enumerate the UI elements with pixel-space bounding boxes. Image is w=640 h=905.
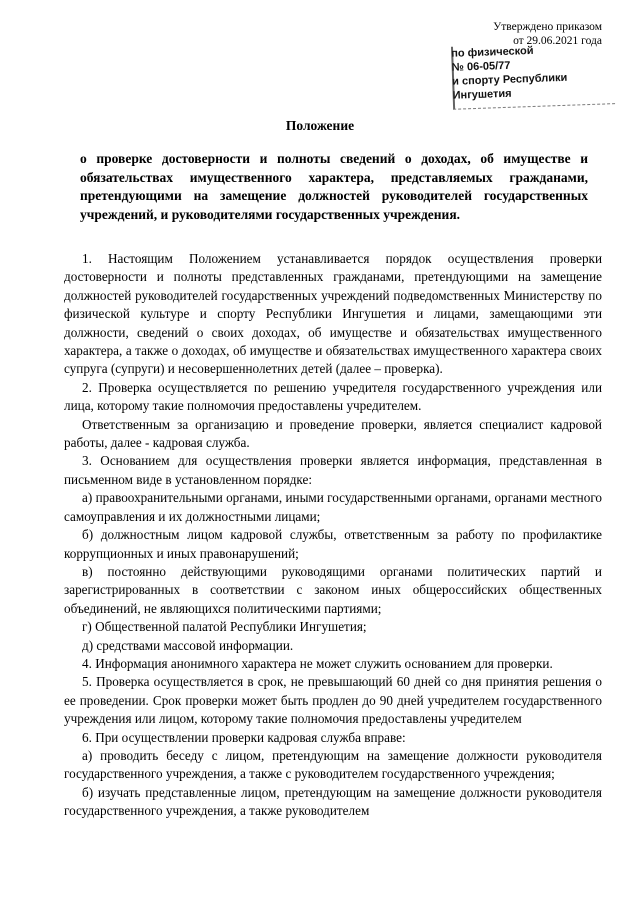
- document-body: [64, 250, 602, 821]
- paragraph: Ответственным за организацию и проведение проверки, является специалист кадровой работы, далее - кадровая служба.: [64, 416, 602, 451]
- paragraph: б) изучать представленные лицом, претендующим на замещение должности руководителя государственного учреждения, а также руководителем: [64, 784, 602, 819]
- paragraph: 2. Проверка осуществляется по решению учредителя государственного учреждения или лица, которому такие полномочия предоставлены учредителем.: [64, 379, 602, 414]
- stamp-number: № 06-05/77: [451, 59, 511, 74]
- stamp-line: по физической: [451, 44, 534, 60]
- paragraph: а) проводить беседу с лицом, претендующим на замещение должности руководителя государственного учреждения, а также с руководителем государственного учреждения;: [64, 747, 602, 782]
- official-stamp: [451, 41, 613, 109]
- document-subtitle: о проверке достоверности и полноты сведений о доходах, об имуществе и обязательствах имущественного характера, представляемых гражданами, претендующими на замещение должностей руководителей государственных учреждений, и руководителями государственных учреждения.: [80, 151, 588, 222]
- document-title: Положение: [285, 118, 355, 133]
- approval-date: от 29.06.2021 года: [513, 35, 602, 47]
- stamp-line: Ингушетия: [452, 87, 512, 102]
- paragraph: г) Общественной палатой Республики Ингушетия;: [82, 619, 367, 635]
- paragraph: 5. Проверка осуществляется в срок, не превышающий 60 дней со дня принятия решения о ее проведении. Срок проверки может быть продлен до 90 дней учредителем государственного учреждения или лицом, которому такие полномочия предоставлены учредителем: [64, 674, 602, 727]
- stamp-border: [451, 41, 615, 110]
- paragraph: 6. При осуществлении проверки кадровая служба вправе:: [82, 729, 406, 745]
- paragraph: в) постоянно действующими руководящими органами политических партий и зарегистрированных в соответствии с законом иных общероссийских общественных объединений, не являющихся политическими партиями;: [64, 563, 602, 616]
- paragraph: 1. Настоящим Положением устанавливается порядок осуществления проверки достоверности и полноты представленных гражданами, претендующими на замещение должностей руководителей государственных учреждений подведомственных Министерству по физической культуре и спорту Республики Ингушетия и лицами, замещающими эти должности, сведений о своих доходах, об имуществе и обязательствах имущественного характера, а также о доходах, об имуществе и обязательствах имущественного характера своих супруга (супруги) и несовершеннолетних детей (далее – проверка).: [64, 251, 602, 377]
- paragraph: а) правоохранительными органами, иными государственными органами, органами местного самоуправления и их должностными лицами;: [64, 490, 602, 524]
- paragraph: д) средствами массовой информации.: [82, 637, 294, 653]
- paragraph: б) должностным лицом кадровой службы, ответственным за работу по профилактике коррупционных и иных правонарушений;: [64, 527, 602, 561]
- paragraph: 3. Основанием для осуществления проверки является информация, представленная в письменном виде в установленном порядке:: [64, 453, 602, 487]
- approval-line: Утверждено приказом: [493, 21, 602, 33]
- stamp-line: и спорту Республики: [451, 71, 568, 88]
- paragraph: 4. Информация анонимного характера не может служить основанием для проверки.: [82, 655, 553, 671]
